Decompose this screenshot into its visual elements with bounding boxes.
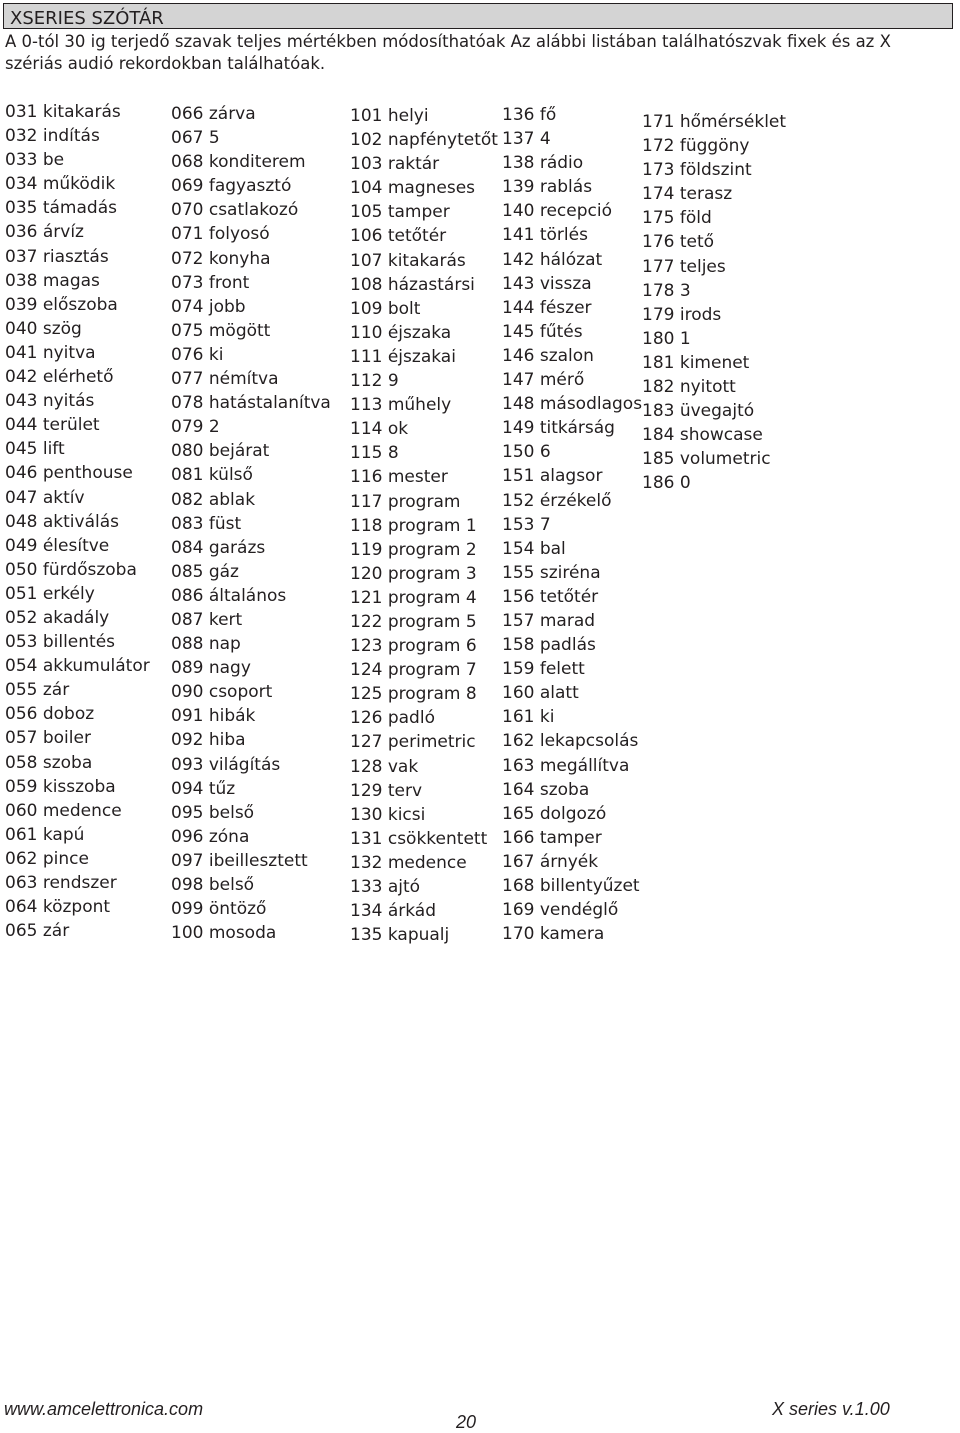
dictionary-entry: 126 padló <box>350 708 435 729</box>
dictionary-entry: 039 előszoba <box>5 294 118 315</box>
dictionary-entry: 052 akadály <box>5 607 110 628</box>
dictionary-entry: 071 folyosó <box>171 224 270 245</box>
dictionary-entry: 142 hálózat <box>502 249 603 270</box>
dictionary-entry: 174 terasz <box>642 184 733 205</box>
dictionary-entry: 035 támadás <box>5 198 117 219</box>
dictionary-entry: 133 ajtó <box>350 877 421 897</box>
dictionary-entry: 169 vendéglő <box>502 900 619 921</box>
dictionary-entry: 173 földszint <box>642 160 752 181</box>
dictionary-entry: 119 program 2 <box>350 539 477 560</box>
dictionary-entry: 176 tető <box>642 232 715 253</box>
dictionary-entry: 177 teljes <box>642 256 726 277</box>
dictionary-entry: 109 bolt <box>350 298 421 319</box>
dictionary-entry: 037 riasztás <box>5 246 109 267</box>
dictionary-entry: 068 konditerem <box>171 152 306 173</box>
dictionary-entry: 059 kisszoba <box>5 776 116 797</box>
dictionary-entry: 095 belső <box>171 802 255 823</box>
dictionary-entry: 094 tűz <box>171 778 236 799</box>
dictionary-entry: 046 penthouse <box>5 463 133 484</box>
dictionary-entry: 090 csoport <box>171 682 273 703</box>
dictionary-entry: 049 élesítve <box>5 535 110 556</box>
dictionary-entry: 074 jobb <box>171 296 246 317</box>
dictionary-entry: 081 külső <box>171 465 253 486</box>
dictionary-entry: 102 napfénytetőt <box>350 130 498 151</box>
dictionary-entry: 040 szög <box>5 318 82 339</box>
dictionary-entry: 092 hiba <box>171 730 246 751</box>
dictionary-entry: 060 medence <box>5 800 122 821</box>
dictionary-entry: 141 törlés <box>502 225 588 246</box>
dictionary-entry: 080 bejárat <box>171 441 270 462</box>
word-column-1 <box>5 100 150 943</box>
dictionary-entry: 166 tamper <box>502 827 602 848</box>
dictionary-entry: 105 tamper <box>350 202 450 223</box>
dictionary-entry: 184 showcase <box>642 425 763 446</box>
dictionary-entry: 088 nap <box>171 634 241 655</box>
dictionary-entry: 078 hatástalanítva <box>171 393 331 414</box>
dictionary-entry: 096 zóna <box>171 826 250 847</box>
dictionary-entry: 062 pince <box>5 848 89 869</box>
dictionary-entry: 135 kapualj <box>350 925 450 946</box>
dictionary-entry: 089 nagy <box>171 658 251 679</box>
dictionary-entry: 111 éjszakai <box>350 346 456 367</box>
dictionary-entry: 055 zár <box>5 680 70 701</box>
dictionary-entry: 064 központ <box>5 897 111 918</box>
dictionary-entry: 164 szoba <box>502 779 590 800</box>
dictionary-entry: 168 billentyűzet <box>502 876 640 896</box>
dictionary-entry: 112 9 <box>350 371 399 392</box>
dictionary-entry: 043 nyitás <box>5 391 95 412</box>
dictionary-entry: 104 magneses <box>350 178 476 199</box>
dictionary-entry: 180 1 <box>642 328 691 349</box>
dictionary-entry: 182 nyitott <box>642 377 736 398</box>
dictionary-entry: 085 gáz <box>171 561 239 582</box>
dictionary-entry: 138 rádio <box>502 153 584 174</box>
dictionary-entry: 038 magas <box>5 270 100 291</box>
dictionary-entry: 048 aktiválás <box>5 511 119 532</box>
dictionary-entry: 099 öntöző <box>171 899 267 920</box>
dictionary-entry: 139 rablás <box>502 177 593 198</box>
dictionary-entry: 186 0 <box>642 473 691 494</box>
dictionary-entry: 031 kitakarás <box>5 102 121 122</box>
page-title: XSERIES SZÓTÁR <box>10 8 164 29</box>
dictionary-entry: 127 perimetric <box>350 732 476 753</box>
dictionary-entry: 041 nyitva <box>5 342 96 363</box>
dictionary-entry: 146 szalon <box>502 345 594 366</box>
version-label: X series v.1.00 <box>772 1399 890 1419</box>
dictionary-entry: 151 alagsor <box>502 466 603 487</box>
dictionary-entry: 120 program 3 <box>350 563 477 584</box>
dictionary-entry: 178 3 <box>642 280 691 301</box>
dictionary-entry: 145 fűtés <box>502 321 583 342</box>
word-column-2 <box>171 102 331 945</box>
dictionary-entry: 083 füst <box>171 513 242 534</box>
dictionary-entry: 129 terv <box>350 780 423 801</box>
dictionary-entry: 050 fürdőszoba <box>5 559 137 580</box>
dictionary-entry: 115 8 <box>350 443 399 464</box>
dictionary-entry: 122 program 5 <box>350 611 477 632</box>
dictionary-entry: 170 kamera <box>502 924 605 945</box>
dictionary-entry: 137 4 <box>502 129 551 150</box>
dictionary-entry: 065 zár <box>5 921 70 942</box>
dictionary-entry: 175 föld <box>642 208 712 229</box>
dictionary-entry: 053 billentés <box>5 632 116 653</box>
dictionary-entry: 128 vak <box>350 756 419 777</box>
dictionary-entry: 181 kimenet <box>642 352 750 373</box>
dictionary-entry: 179 irods <box>642 304 722 325</box>
dictionary-entry: 116 mester <box>350 467 448 488</box>
dictionary-entry: 140 recepció <box>502 201 612 222</box>
dictionary-entry: 172 függöny <box>642 136 750 157</box>
dictionary-entry: 032 indítás <box>5 126 100 147</box>
dictionary-entry: 042 elérhető <box>5 367 114 388</box>
dictionary-entry: 091 hibák <box>171 706 256 727</box>
dictionary-entry: 058 szoba <box>5 752 93 773</box>
dictionary-entry: 077 némítva <box>171 369 279 390</box>
dictionary-entry: 098 belső <box>171 875 255 895</box>
dictionary-entry: 075 mögött <box>171 320 271 341</box>
dictionary-entry: 125 program 8 <box>350 684 477 705</box>
dictionary-entry: 067 5 <box>171 128 220 149</box>
dictionary-entry: 131 csökkentett <box>350 828 488 849</box>
dictionary-entry: 152 érzékelő <box>502 490 612 511</box>
dictionary-entry: 086 általános <box>171 585 287 606</box>
dictionary-entry: 106 tetőtér <box>350 226 447 247</box>
dictionary-entry: 160 alatt <box>502 683 579 704</box>
dictionary-entry: 150 6 <box>502 442 551 463</box>
dictionary-entry: 143 vissza <box>502 273 592 294</box>
dictionary-entry: 076 ki <box>171 344 224 365</box>
dictionary-entry: 149 titkárság <box>502 418 615 439</box>
dictionary-entry: 108 házastársi <box>350 274 475 295</box>
dictionary-entry: 101 helyi <box>350 106 429 126</box>
dictionary-entry: 073 front <box>171 272 250 293</box>
dictionary-entry: 183 üvegajtó <box>642 401 755 422</box>
intro-text: A 0-tól 30 ig terjedő szavak teljes mértékben módosíthatóak Az alábbi listában találhatószvak fixek és az X szériás audió rekordokban találhatóak. <box>5 32 891 73</box>
dictionary-entry: 070 csatlakozó <box>171 200 299 221</box>
word-column-3 <box>350 104 498 947</box>
dictionary-entry: 072 konyha <box>171 248 271 269</box>
dictionary-entry: 051 erkély <box>5 583 95 604</box>
dictionary-entry: 117 program <box>350 491 461 512</box>
dictionary-entry: 154 bal <box>502 538 566 559</box>
dictionary-entry: 063 rendszer <box>5 873 117 893</box>
dictionary-entry: 121 program 4 <box>350 587 477 608</box>
dictionary-entry: 056 doboz <box>5 704 95 725</box>
dictionary-entry: 118 program 1 <box>350 515 477 536</box>
dictionary-entry: 124 program 7 <box>350 660 477 681</box>
dictionary-entry: 130 kicsi <box>350 804 426 825</box>
dictionary-entry: 069 fagyasztó <box>171 176 292 197</box>
dictionary-entry: 100 mosoda <box>171 923 277 944</box>
dictionary-entry: 153 7 <box>502 514 551 535</box>
dictionary-entry: 113 műhely <box>350 395 452 416</box>
dictionary-entry: 161 ki <box>502 707 555 728</box>
dictionary-entry: 036 árvíz <box>5 222 84 243</box>
dictionary-entry: 163 megállítva <box>502 755 630 776</box>
dictionary-entry: 171 hőmérséklet <box>642 112 787 132</box>
dictionary-entry: 103 raktár <box>350 154 440 175</box>
dictionary-entry: 033 be <box>5 150 65 171</box>
dictionary-entry: 057 boiler <box>5 728 91 749</box>
dictionary-entry: 079 2 <box>171 417 220 438</box>
dictionary-entry: 054 akkumulátor <box>5 656 150 677</box>
dictionary-entry: 134 árkád <box>350 901 437 922</box>
dictionary-entry: 158 padlás <box>502 635 596 656</box>
dictionary-entry: 114 ok <box>350 419 409 440</box>
dictionary-entry: 045 lift <box>5 439 65 460</box>
dictionary-entry: 093 világítás <box>171 754 281 775</box>
dictionary-entry: 082 ablak <box>171 489 256 510</box>
dictionary-entry: 097 ibeillesztett <box>171 850 308 871</box>
dictionary-entry: 147 mérő <box>502 370 585 391</box>
page-number: 20 <box>456 1412 477 1432</box>
dictionary-entry: 084 garázs <box>171 537 266 558</box>
dictionary-entry: 132 medence <box>350 852 467 873</box>
dictionary-entry: 047 aktív <box>5 487 85 508</box>
dictionary-entry: 155 sziréna <box>502 562 601 583</box>
dictionary-entry: 185 volumetric <box>642 449 771 470</box>
dictionary-entry: 156 tetőtér <box>502 586 599 607</box>
dictionary-entry: 044 terület <box>5 415 100 436</box>
dictionary-entry: 165 dolgozó <box>502 803 607 824</box>
dictionary-entry: 087 kert <box>171 609 243 630</box>
dictionary-entry: 144 fészer <box>502 297 592 318</box>
dictionary-entry: 136 fő <box>502 105 557 125</box>
dictionary-entry: 167 árnyék <box>502 851 599 872</box>
dictionary-entry: 061 kapú <box>5 824 85 845</box>
word-column-5 <box>642 110 786 496</box>
dictionary-entry: 159 felett <box>502 659 585 680</box>
dictionary-entry: 123 program 6 <box>350 636 477 657</box>
dictionary-entry: 107 kitakarás <box>350 250 466 271</box>
dictionary-entry: 162 lekapcsolás <box>502 731 639 752</box>
title-bar <box>3 3 953 29</box>
dictionary-entry: 157 marad <box>502 610 596 631</box>
word-column-4 <box>502 103 642 946</box>
dictionary-entry: 110 éjszaka <box>350 322 452 343</box>
dictionary-entry: 066 zárva <box>171 104 256 124</box>
dictionary-entry: 148 másodlagos <box>502 394 643 415</box>
website-link[interactable]: www.amcelettronica.com <box>4 1399 204 1419</box>
dictionary-entry: 034 működik <box>5 174 116 195</box>
